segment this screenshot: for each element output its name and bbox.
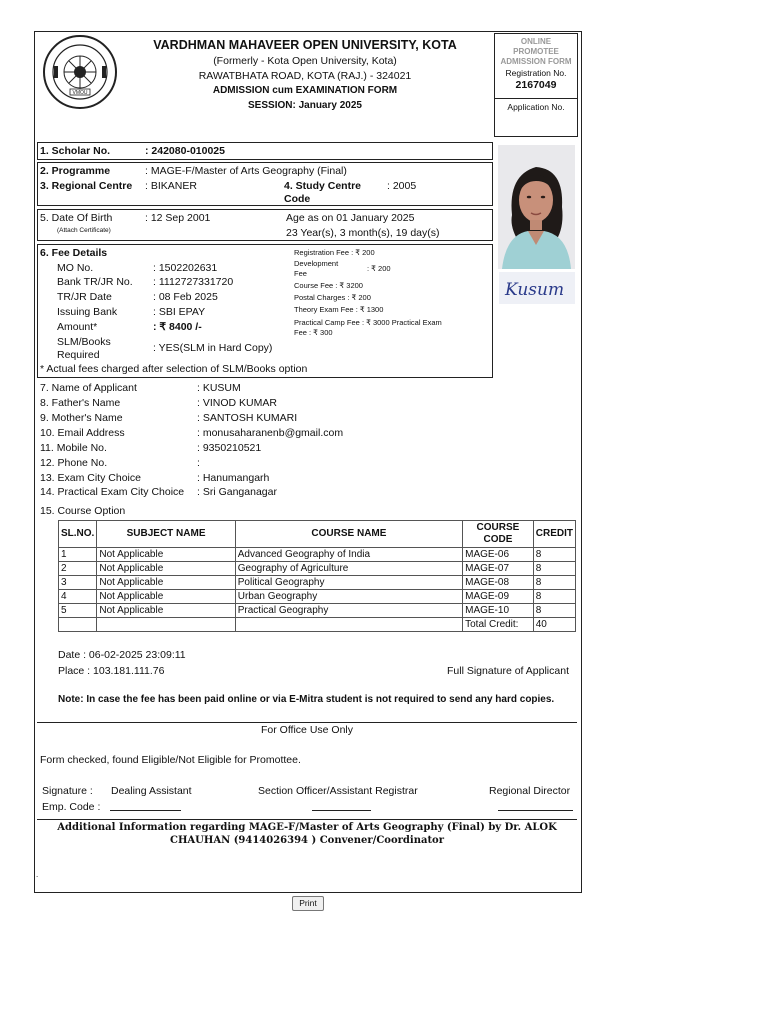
applicant-photo	[498, 145, 575, 269]
cell-code: MAGE-07	[463, 562, 534, 576]
cell-credit: 8	[533, 548, 575, 562]
fee-breakdown-theory: Theory Exam Fee : ₹ 1300	[294, 305, 384, 314]
age-label: Age as on 01 January 2025	[286, 212, 415, 224]
fee-note: * Actual fees charged after selection of SLM/Books option	[40, 363, 308, 375]
application-label: Application No.	[507, 102, 565, 112]
cell-subject: Not Applicable	[97, 590, 235, 604]
study-centre-label-code: Code	[284, 193, 311, 205]
mobile-value: : 9350210521	[197, 442, 262, 454]
regional-director-label: Regional Director	[489, 785, 571, 797]
dob-value: : 12 Sep 2001	[145, 212, 211, 224]
cell-credit: 8	[533, 604, 575, 618]
header-course-code-l2: CODE	[483, 534, 513, 545]
online-label: ONLINE	[520, 37, 552, 46]
cell-code: MAGE-10	[463, 604, 534, 618]
session-text: SESSION: January 2025	[248, 100, 362, 111]
promotee-label: PROMOTEE	[513, 47, 559, 56]
mobile-label: 11. Mobile No.	[40, 442, 107, 454]
cell-credit: 8	[533, 590, 575, 604]
fee-mo-value: : 1502202631	[153, 262, 218, 274]
section-signature-line	[312, 810, 371, 811]
cell-slno: 3	[59, 576, 97, 590]
cell-course: Geography of Agriculture	[235, 562, 462, 576]
exam-city-value: : Hanumangarh	[197, 472, 270, 484]
study-centre-label: 4. Study Centre	[284, 180, 362, 192]
address-text: RAWATBHATA ROAD, KOTA (RAJ.) - 324021	[198, 70, 412, 82]
cell-subject: Not Applicable	[97, 562, 235, 576]
section-officer-label: Section Officer/Assistant Registrar	[258, 785, 418, 797]
fee-breakdown-development: Development	[294, 259, 339, 268]
mother-name-label: 9. Mother's Name	[40, 412, 123, 424]
applicant-name-label: 7. Name of Applicant	[40, 382, 137, 394]
cell-subject: Not Applicable	[97, 576, 235, 590]
study-centre-value: : 2005	[387, 180, 417, 192]
mother-name-value: : SANTOSH KUMARI	[197, 412, 298, 424]
father-name-value: : VINOD KUMAR	[197, 397, 277, 409]
note-text: Note: In case the fee has been paid online or via E-Mitra student is not required to send any hard copies.	[58, 694, 555, 705]
regional-signature-line	[498, 810, 573, 811]
programme-label: 2. Programme	[40, 165, 111, 177]
father-name-label: 8. Father's Name	[40, 397, 121, 409]
header-subject: SUBJECT NAME	[97, 521, 235, 548]
signature-text: Kusum	[505, 280, 565, 300]
scholar-label: 1. Scholar No.	[40, 145, 111, 157]
course-option-label: 15. Course Option	[40, 505, 126, 517]
registration-label: Registration No.	[505, 68, 567, 78]
office-use-label: For Office Use Only	[261, 724, 353, 736]
table-row	[59, 548, 576, 562]
place-text: Place : 103.181.111.76	[58, 665, 165, 677]
fee-date-value: : 08 Feb 2025	[153, 291, 218, 303]
regional-centre-value: : BIKANER	[145, 180, 197, 192]
header-slno: SL.NO.	[59, 521, 97, 548]
admission-divider	[494, 98, 578, 99]
university-logo	[40, 34, 120, 110]
cell-slno: 1	[59, 548, 97, 562]
phone-value: :	[197, 457, 200, 469]
fee-bank-value: : 1112727331720	[153, 276, 234, 288]
practical-city-value: : Sri Ganganagar	[197, 486, 277, 498]
header-course-name: COURSE NAME	[235, 521, 462, 548]
trailing-dot: .	[36, 870, 39, 879]
form-checked-text: Form checked, found Eligible/Not Eligible for Promottee.	[40, 754, 301, 766]
additional-info-line1: Additional Information regarding MAGE-F/Master of Arts Geography (Final) by Dr. ALOK	[57, 822, 557, 833]
fee-breakdown-practical: Practical Camp Fee : ₹ 3000 Practical Exam	[294, 318, 442, 327]
formerly-text: (Formerly - Kota Open University, Kota)	[213, 55, 397, 67]
header-course-code	[463, 521, 534, 548]
cell-empty	[97, 618, 235, 632]
cell-slno: 4	[59, 590, 97, 604]
scholar-value: : 242080-010025	[145, 145, 225, 157]
additional-info-line2: CHAUHAN (9414026394 ) Convener/Coordinator	[169, 835, 444, 846]
fee-issuing-value: : SBI EPAY	[153, 306, 206, 318]
age-value: 23 Year(s), 3 month(s), 19 day(s)	[286, 227, 440, 239]
additional-divider	[37, 819, 577, 820]
office-divider	[37, 722, 577, 723]
fee-date-label: TR/JR Date	[57, 291, 112, 303]
fee-amount-label: Amount*	[57, 321, 98, 333]
cell-code: MAGE-08	[463, 576, 534, 590]
print-button[interactable]: Print	[292, 896, 324, 911]
signature-label: Signature :	[42, 785, 93, 797]
table-row	[59, 604, 576, 618]
header-course-code-l1: COURSE	[476, 522, 520, 533]
slm-label-2: Required	[57, 349, 100, 361]
dob-label: 5. Date Of Birth	[40, 212, 113, 224]
cell-slno: 5	[59, 604, 97, 618]
university-name: VARDHMAN MAHAVEER OPEN UNIVERSITY, KOTA	[153, 38, 457, 52]
registration-number: 2167049	[515, 79, 557, 91]
dob-note: (Attach Certificate)	[57, 227, 111, 234]
fee-breakdown-practical-fee: Fee : ₹ 300	[294, 328, 333, 337]
admission-form-label: ADMISSION FORM	[500, 57, 572, 66]
slm-label-1: SLM/Books	[57, 336, 111, 348]
cell-course: Practical Geography	[235, 604, 462, 618]
fee-breakdown-development-fee: Fee	[294, 269, 307, 278]
cell-course: Advanced Geography of India	[235, 548, 462, 562]
email-value: : monusaharanenb@gmail.com	[197, 427, 344, 439]
regional-centre-label: 3. Regional Centre	[40, 180, 133, 192]
header-credit: CREDIT	[533, 521, 575, 548]
applicant-signature-image	[499, 272, 575, 304]
fee-title: 6. Fee Details	[40, 247, 108, 259]
table-row	[59, 590, 576, 604]
fee-breakdown-postal: Postal Charges : ₹ 200	[294, 293, 371, 302]
fee-amount-value: : ₹ 8400 /-	[153, 321, 202, 333]
cell-course: Urban Geography	[235, 590, 462, 604]
cell-course: Political Geography	[235, 576, 462, 590]
cell-empty	[235, 618, 462, 632]
email-label: 10. Email Address	[40, 427, 125, 439]
applicant-name-value: : KUSUM	[197, 382, 241, 394]
courses-header-row	[59, 521, 576, 548]
practical-city-label: 14. Practical Exam City Choice	[40, 486, 185, 498]
dealing-assistant-label: Dealing Assistant	[111, 785, 192, 797]
cell-subject: Not Applicable	[97, 548, 235, 562]
cell-slno: 2	[59, 562, 97, 576]
cell-code: MAGE-09	[463, 590, 534, 604]
fee-breakdown-registration: Registration Fee : ₹ 200	[294, 248, 375, 257]
total-credit-label: Total Credit:	[463, 618, 534, 632]
empcode-label: Emp. Code :	[42, 801, 101, 813]
applicant-signature-label: Full Signature of Applicant	[447, 665, 569, 677]
cell-credit: 8	[533, 576, 575, 590]
fee-issuing-label: Issuing Bank	[57, 306, 118, 318]
table-row	[59, 562, 576, 576]
fee-breakdown-development-value: : ₹ 200	[367, 264, 391, 273]
fee-breakdown-course: Course Fee : ₹ 3200	[294, 281, 363, 290]
date-text: Date : 06-02-2025 23:09:11	[58, 649, 186, 661]
fee-bank-label: Bank TR/JR No.	[57, 276, 133, 288]
cell-subject: Not Applicable	[97, 604, 235, 618]
programme-value: : MAGE-F/Master of Arts Geography (Final)	[145, 165, 347, 177]
fee-mo-label: MO No.	[57, 262, 94, 274]
total-row	[59, 618, 576, 632]
table-row	[59, 576, 576, 590]
dealing-signature-line	[110, 810, 181, 811]
courses-table	[58, 520, 576, 632]
exam-city-label: 13. Exam City Choice	[40, 472, 141, 484]
total-credit-value: 40	[533, 618, 575, 632]
cell-empty	[59, 618, 97, 632]
form-title: ADMISSION cum EXAMINATION FORM	[212, 85, 398, 96]
slm-value: : YES(SLM in Hard Copy)	[153, 342, 273, 354]
phone-label: 12. Phone No.	[40, 457, 108, 469]
logo-text: VMOU	[72, 90, 88, 96]
cell-code: MAGE-06	[463, 548, 534, 562]
cell-credit: 8	[533, 562, 575, 576]
